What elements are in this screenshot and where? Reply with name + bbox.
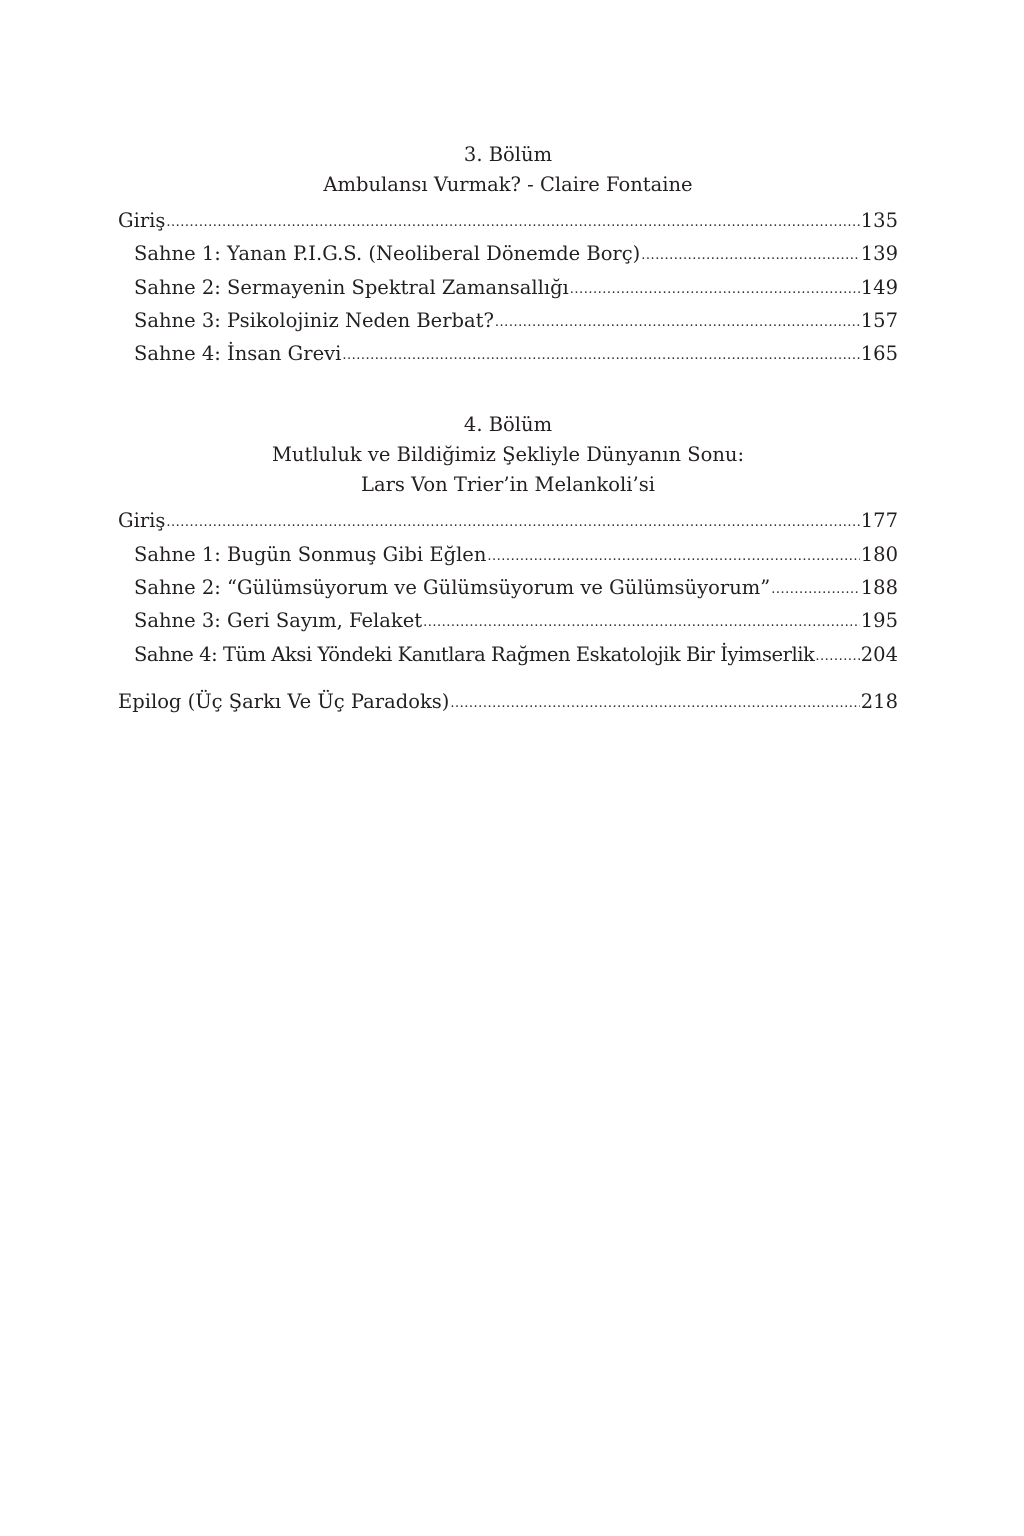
toc-entry bbox=[118, 640, 898, 673]
toc-entry bbox=[118, 306, 898, 339]
toc-entry-label: Sahne 3: Psikolojiniz Neden Berbat? bbox=[134, 308, 494, 332]
toc-entry-label: Sahne 4: İnsan Grevi bbox=[134, 342, 342, 366]
toc-entry-page: 218 bbox=[860, 689, 898, 713]
chapter-number: 3. Bölüm bbox=[463, 143, 553, 166]
toc-entry-label: Giriş bbox=[118, 209, 166, 232]
dot-leader bbox=[423, 605, 860, 638]
dot-leader bbox=[342, 338, 859, 371]
toc-entry-page: 157 bbox=[860, 308, 898, 332]
toc-entry-label: Sahne 3: Geri Sayım, Felaket bbox=[134, 609, 423, 633]
toc-entry-label: Sahne 1: Yanan P.I.G.S. (Neoliberal Dönemde Borç) bbox=[134, 242, 641, 266]
toc-entry-page: 188 bbox=[860, 576, 898, 600]
toc-entry-page: 204 bbox=[860, 642, 898, 666]
dot-leader bbox=[450, 686, 859, 719]
dot-leader bbox=[771, 572, 860, 605]
chapter-4-heading bbox=[118, 410, 898, 500]
toc-entry-label: Sahne 2: “Gülümsüyorum ve Gülümsüyorum ve Gülümsüyorum” bbox=[134, 576, 771, 600]
toc-entry-page: 180 bbox=[860, 542, 898, 566]
toc-entry-label: Giriş bbox=[118, 509, 166, 533]
toc-entry bbox=[118, 606, 898, 639]
toc-entry-label: Epilog (Üç Şarkı Ve Üç Paradoks) bbox=[118, 689, 450, 713]
chapter-number: 4. Bölüm bbox=[463, 413, 553, 437]
chapter-3-entries bbox=[118, 206, 898, 372]
chapter-4 bbox=[118, 410, 898, 720]
toc-entry-epilog bbox=[118, 687, 898, 720]
toc-entry-page: 177 bbox=[860, 509, 898, 533]
toc-entry-page: 165 bbox=[860, 342, 898, 366]
toc-entry bbox=[118, 339, 898, 372]
dot-leader bbox=[641, 238, 859, 271]
chapter-title-line-1: Mutluluk ve Bildiğimiz Şekliyle Dünyanın Sonu: bbox=[271, 443, 745, 467]
toc-entry-page: 195 bbox=[860, 609, 898, 633]
dot-leader bbox=[570, 272, 860, 305]
toc-entry-page: 139 bbox=[860, 242, 898, 266]
toc-entry bbox=[118, 206, 898, 239]
chapter-3 bbox=[118, 140, 898, 372]
toc-entry bbox=[118, 573, 898, 606]
toc-entry-label: Sahne 2: Sermayenin Spektral Zamansallığı bbox=[134, 275, 569, 299]
toc-entry-page: 135 bbox=[860, 209, 898, 232]
dot-leader bbox=[166, 505, 859, 538]
table-of-contents bbox=[118, 140, 898, 720]
chapter-title: Ambulansı Vurmak? - Claire Fontaine bbox=[323, 173, 693, 196]
toc-entry-label: Sahne 4: Tüm Aksi Yöndeki Kanıtlara Rağmen Eskatolojik Bir İyimserlik bbox=[134, 642, 815, 666]
dot-leader bbox=[487, 539, 859, 572]
dot-leader bbox=[166, 205, 859, 238]
toc-entry-label: Sahne 1: Bugün Sonmuş Gibi Eğlen bbox=[134, 542, 487, 566]
toc-entry bbox=[118, 506, 898, 539]
chapter-4-entries bbox=[118, 506, 898, 672]
toc-entry bbox=[118, 239, 898, 272]
toc-entry-page: 149 bbox=[860, 275, 898, 299]
chapter-title-line-2: Lars Von Trier’in Melankoli’si bbox=[361, 473, 655, 497]
dot-leader bbox=[815, 639, 859, 672]
toc-entry bbox=[118, 540, 898, 573]
dot-leader bbox=[495, 305, 860, 338]
toc-entry bbox=[118, 273, 898, 306]
chapter-3-heading bbox=[118, 140, 898, 200]
